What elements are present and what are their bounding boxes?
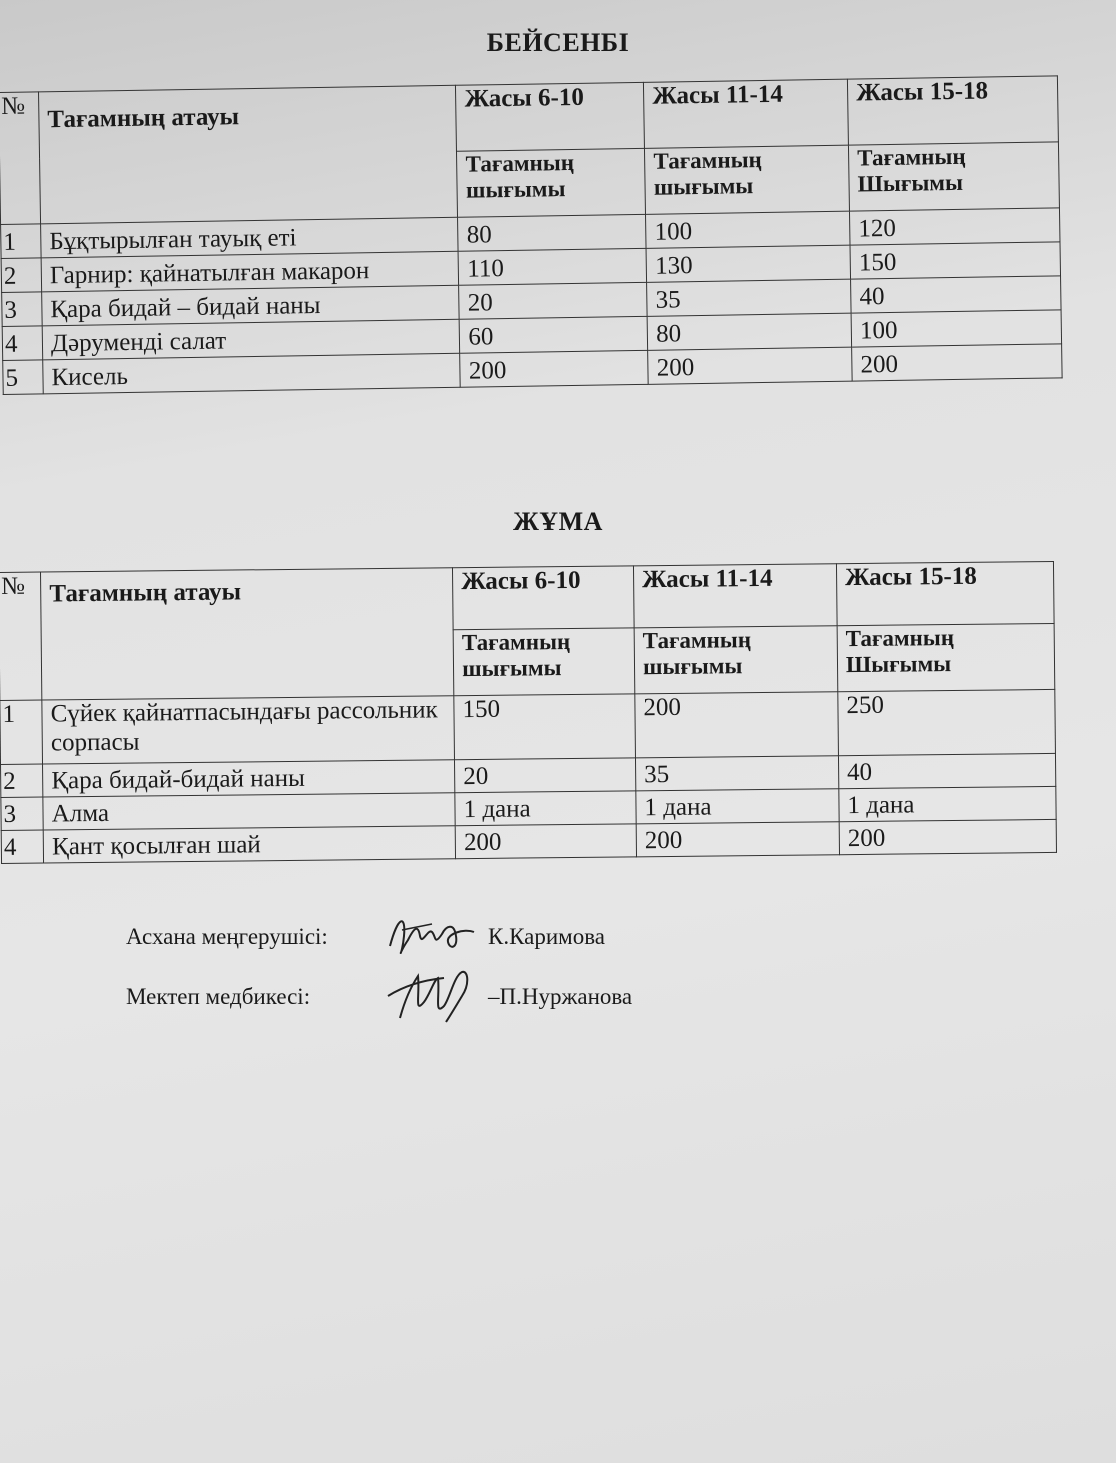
friday-title: ЖҰМА	[513, 507, 603, 536]
value-age-11-14: 200	[636, 822, 839, 857]
signature-row-canteen-head	[126, 906, 605, 968]
value-age-15-18: 1 дана	[839, 786, 1056, 821]
value-age-6-10: 1 дана	[455, 791, 636, 826]
dish-name: Сүйек қайнатпасындағы рассольник сорпасы	[42, 696, 455, 764]
header-number: №	[0, 92, 41, 225]
dish-name: Гарнир: қайнатылған макарон	[41, 251, 459, 292]
row-number: 4	[1, 830, 44, 863]
header-age-11-14: Жасы 11-14	[644, 79, 849, 148]
value-age-6-10: 20	[459, 282, 647, 319]
friday-menu-table	[0, 561, 1057, 864]
value-age-6-10: 200	[455, 824, 636, 859]
row-number: 1	[0, 700, 43, 764]
value-age-6-10: 80	[458, 214, 646, 251]
school-nurse-label: Мектеп медбикесі:	[126, 984, 311, 1009]
school-nurse-name: –П.Нуржанова	[488, 984, 633, 1009]
value-age-15-18: 200	[839, 819, 1056, 854]
row-number: 2	[1, 258, 41, 293]
thursday-title: БЕЙСЕНБІ	[486, 28, 630, 57]
dish-name: Қара бидай – бидай наны	[42, 285, 460, 326]
signature-row-school-nurse	[126, 966, 632, 1028]
row-number: 1	[1, 224, 41, 259]
table-row	[0, 689, 1055, 764]
canteen-head-signature-icon	[384, 906, 480, 968]
header-age-15-18: Жасы 15-18	[848, 76, 1059, 145]
value-age-11-14: 100	[646, 211, 850, 248]
value-age-6-10: 60	[460, 316, 648, 353]
header-age-6-10: Жасы 6-10	[456, 82, 645, 151]
header-number: №	[0, 572, 42, 700]
value-age-11-14: 35	[635, 756, 838, 791]
row-number: 5	[3, 360, 43, 395]
value-age-11-14: 130	[646, 245, 850, 282]
value-age-15-18: 120	[850, 208, 1060, 245]
dish-name: Қант қосылған шай	[43, 826, 455, 863]
row-number: 3	[2, 292, 42, 327]
header-age-15-18: Жасы 15-18	[836, 561, 1054, 625]
dish-name: Алма	[43, 793, 455, 830]
value-age-15-18: 250	[838, 689, 1056, 755]
value-age-11-14: 35	[647, 279, 851, 316]
header-yield-3: Тағамның Шығымы	[837, 623, 1055, 691]
value-age-15-18: 40	[838, 753, 1055, 788]
dish-name: Дәруменді салат	[42, 319, 460, 360]
row-number: 3	[1, 797, 44, 830]
thursday-menu-table	[0, 75, 1063, 395]
value-age-11-14: 200	[648, 347, 852, 384]
value-age-6-10: 20	[455, 758, 636, 793]
canteen-head-name: К.Каримова	[488, 924, 605, 949]
dish-name: Бұқтырылған тауық еті	[41, 217, 459, 258]
header-yield-3: Тағамның Шығымы	[849, 142, 1060, 211]
dish-name: Кисель	[43, 353, 461, 394]
header-age-11-14: Жасы 11-14	[633, 564, 837, 628]
header-dish-name: Тағамның атауы	[41, 568, 454, 700]
value-age-15-18: 150	[850, 242, 1060, 279]
value-age-15-18: 40	[851, 276, 1061, 313]
header-yield-2: Тағамның шығымы	[634, 626, 838, 694]
value-age-15-18: 100	[851, 310, 1061, 347]
dish-name: Қара бидай-бидай наны	[43, 760, 455, 797]
row-number: 2	[1, 764, 44, 797]
header-yield-1: Тағамның шығымы	[457, 148, 646, 217]
canteen-head-label: Асхана меңгерушісі:	[126, 924, 328, 949]
value-age-15-18: 200	[852, 344, 1062, 381]
header-age-6-10: Жасы 6-10	[453, 566, 634, 630]
header-dish-name: Тағамның атауы	[38, 85, 457, 224]
value-age-11-14: 200	[635, 692, 839, 758]
value-age-6-10: 150	[454, 694, 636, 760]
value-age-11-14: 80	[647, 313, 851, 350]
value-age-6-10: 110	[458, 248, 646, 285]
row-number: 4	[2, 326, 42, 361]
header-yield-1: Тағамның шығымы	[453, 628, 635, 696]
value-age-11-14: 1 дана	[636, 789, 839, 824]
school-nurse-signature-icon	[384, 966, 480, 1028]
value-age-6-10: 200	[460, 350, 648, 387]
header-yield-2: Тағамның шығымы	[645, 145, 850, 214]
